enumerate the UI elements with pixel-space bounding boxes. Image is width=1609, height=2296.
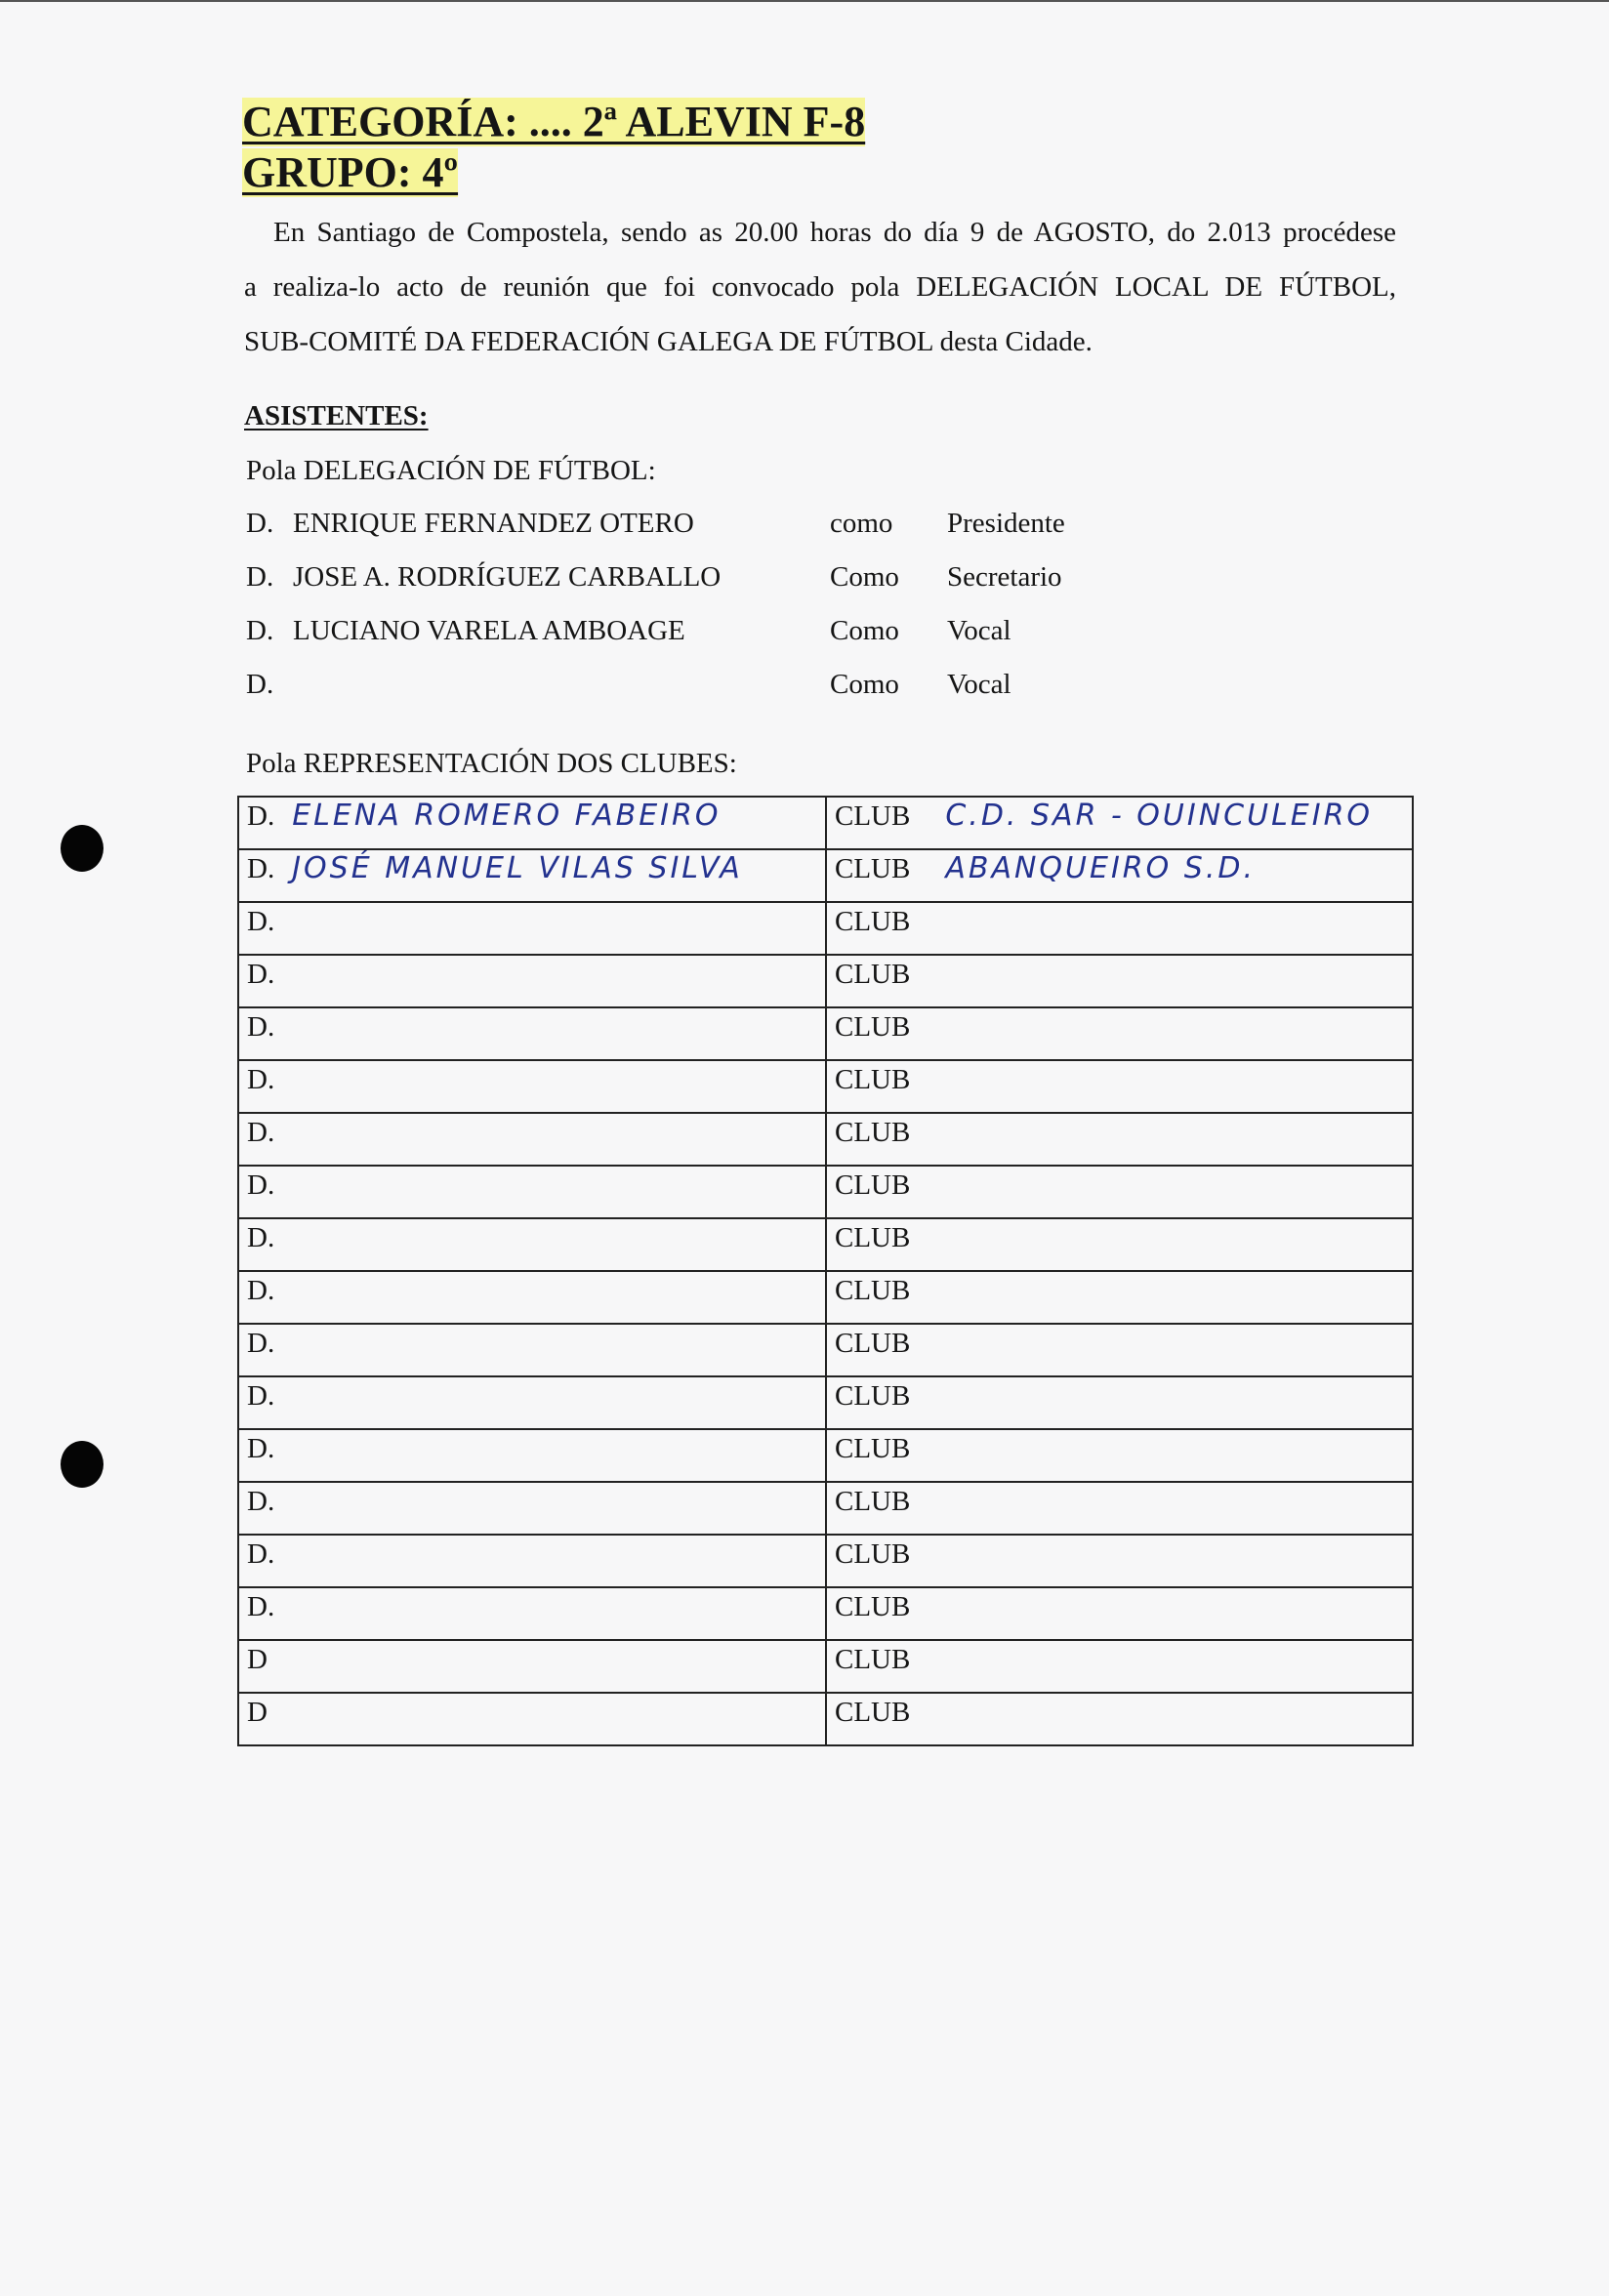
delegation-label: Pola DELEGACIÓN DE FÚTBOL: (246, 455, 656, 486)
representative-name: JOSÉ MANUEL VILAS SILVA (292, 851, 743, 885)
member-name: ENRIQUE FERNANDEZ OTERO (293, 508, 694, 539)
member-name: JOSE A. RODRÍGUEZ CARBALLO (293, 561, 722, 593)
club-cell (826, 955, 1413, 1007)
member-position: Vocal (947, 669, 1011, 700)
clubs-table (237, 796, 1414, 1746)
club-row (238, 1060, 1413, 1113)
club-cell (826, 1166, 1413, 1218)
row-prefix: D. (247, 1328, 275, 1359)
page-top-edge (0, 0, 1609, 2)
representative-cell (238, 797, 826, 849)
member-position: Secretario (947, 561, 1062, 593)
club-row (238, 1482, 1413, 1535)
member-role: Como (830, 615, 899, 646)
row-prefix: D. (247, 1486, 275, 1517)
club-row (238, 1007, 1413, 1060)
club-row (238, 1535, 1413, 1587)
representative-cell (238, 1218, 826, 1271)
club-label: CLUB (835, 800, 911, 832)
club-cell (826, 1587, 1413, 1640)
club-cell (826, 1535, 1413, 1587)
row-prefix: D. (247, 1275, 275, 1306)
club-cell (826, 1271, 1413, 1324)
club-cell (826, 1376, 1413, 1429)
club-label: CLUB (835, 1644, 911, 1675)
club-label: CLUB (835, 1486, 911, 1517)
club-cell (826, 1640, 1413, 1693)
row-prefix: D. (247, 1380, 275, 1412)
club-label: CLUB (835, 1538, 911, 1570)
representative-cell (238, 1324, 826, 1376)
delegation-member (246, 508, 1125, 547)
row-prefix: D. (247, 1117, 275, 1148)
delegation-member (246, 615, 1125, 654)
club-label: CLUB (835, 1011, 911, 1043)
club-cell (826, 1429, 1413, 1482)
club-row (238, 902, 1413, 955)
representative-name: ELENA ROMERO FABEIRO (292, 799, 722, 833)
member-prefix: D. (246, 508, 274, 539)
representative-cell (238, 1166, 826, 1218)
club-row (238, 849, 1413, 902)
clubs-table-body (238, 797, 1413, 1745)
member-prefix: D. (246, 615, 274, 646)
row-prefix: D. (247, 959, 275, 990)
club-cell (826, 797, 1413, 849)
member-prefix: D. (246, 669, 274, 700)
delegation-member (246, 561, 1125, 600)
representative-cell (238, 1007, 826, 1060)
representative-cell (238, 1429, 826, 1482)
row-prefix: D. (247, 1169, 275, 1201)
club-label: CLUB (835, 1222, 911, 1253)
row-prefix: D. (247, 1591, 275, 1622)
representative-cell (238, 1640, 826, 1693)
club-cell (826, 1324, 1413, 1376)
representative-cell (238, 1693, 826, 1745)
club-cell (826, 1113, 1413, 1166)
club-row (238, 1271, 1413, 1324)
club-cell (826, 1007, 1413, 1060)
row-prefix: D (247, 1697, 268, 1728)
intro-line-3: SUB-COMITÉ DA FEDERACIÓN GALEGA DE FÚTBOL desta Cidade. (244, 326, 1093, 357)
club-cell (826, 1482, 1413, 1535)
representative-cell (238, 1482, 826, 1535)
row-prefix: D. (247, 906, 275, 937)
clubs-label: Pola REPRESENTACIÓN DOS CLUBES: (246, 748, 737, 779)
row-prefix: D. (247, 1011, 275, 1043)
club-label: CLUB (835, 1697, 911, 1728)
row-prefix: D. (247, 800, 275, 832)
row-prefix: D. (247, 853, 275, 884)
row-prefix: D (247, 1644, 268, 1675)
row-prefix: D. (247, 1538, 275, 1570)
category-heading: CATEGORÍA: .... 2ª ALEVIN F-8 (242, 98, 866, 145)
club-row (238, 955, 1413, 1007)
club-row (238, 797, 1413, 849)
club-name: ABANQUEIRO S.D. (945, 851, 1256, 885)
club-label: CLUB (835, 906, 911, 937)
representative-cell (238, 1376, 826, 1429)
representative-cell (238, 955, 826, 1007)
club-label: CLUB (835, 853, 911, 884)
club-cell (826, 1218, 1413, 1271)
club-label: CLUB (835, 1064, 911, 1095)
club-label: CLUB (835, 1169, 911, 1201)
club-label: CLUB (835, 1380, 911, 1412)
intro-line-1: En Santiago de Compostela, sendo as 20.00 horas do día 9 de AGOSTO, do 2.013 procédese (273, 217, 1396, 248)
member-name: LUCIANO VARELA AMBOAGE (293, 615, 685, 646)
representative-cell (238, 1535, 826, 1587)
representative-cell (238, 1060, 826, 1113)
club-label: CLUB (835, 1591, 911, 1622)
punch-hole-bottom (61, 1441, 103, 1488)
club-row (238, 1324, 1413, 1376)
representative-cell (238, 1113, 826, 1166)
club-row (238, 1429, 1413, 1482)
club-label: CLUB (835, 1328, 911, 1359)
club-label: CLUB (835, 1275, 911, 1306)
club-row (238, 1166, 1413, 1218)
club-cell (826, 1060, 1413, 1113)
member-prefix: D. (246, 561, 274, 593)
attendees-title: ASISTENTES: (244, 400, 429, 431)
club-row (238, 1693, 1413, 1745)
club-name: C.D. SAR - OUINCULEIRO (945, 799, 1374, 833)
member-role: Como (830, 561, 899, 593)
club-row (238, 1376, 1413, 1429)
representative-cell (238, 1271, 826, 1324)
representative-cell (238, 902, 826, 955)
club-cell (826, 902, 1413, 955)
representative-cell (238, 849, 826, 902)
club-label: CLUB (835, 1433, 911, 1464)
representative-cell (238, 1587, 826, 1640)
club-row (238, 1640, 1413, 1693)
group-heading: GRUPO: 4º (242, 148, 459, 196)
intro-line-2: a realiza-lo acto de reunión que foi convocado pola DELEGACIÓN LOCAL DE FÚTBOL, (244, 271, 1396, 303)
member-position: Presidente (947, 508, 1065, 539)
member-position: Vocal (947, 615, 1011, 646)
club-cell (826, 849, 1413, 902)
club-row (238, 1218, 1413, 1271)
club-label: CLUB (835, 1117, 911, 1148)
member-role: Como (830, 669, 899, 700)
row-prefix: D. (247, 1222, 275, 1253)
club-row (238, 1113, 1413, 1166)
club-row (238, 1587, 1413, 1640)
delegation-member (246, 669, 1125, 708)
club-cell (826, 1693, 1413, 1745)
member-role: como (830, 508, 893, 539)
row-prefix: D. (247, 1433, 275, 1464)
punch-hole-top (61, 825, 103, 872)
club-label: CLUB (835, 959, 911, 990)
row-prefix: D. (247, 1064, 275, 1095)
